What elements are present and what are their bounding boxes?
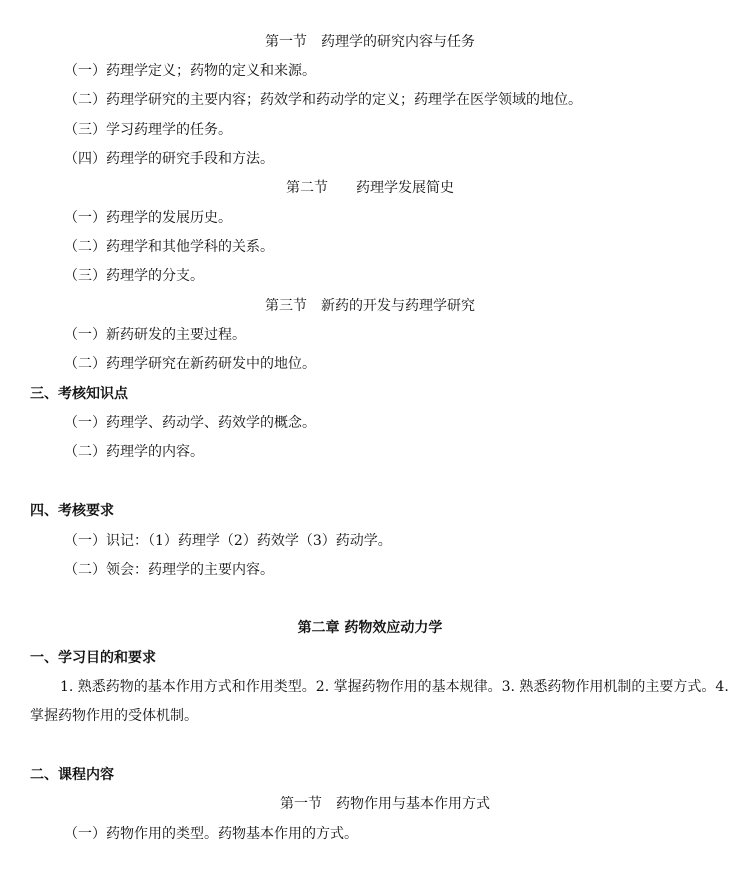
goals-text: 1. 熟悉药物的基本作用方式和作用类型。2. 掌握药物作用的基本规律。3. 熟悉药物作用机制的主要方式。4. 掌握药物作用的受体机制。	[30, 679, 729, 724]
knowledge-heading: 三、考核知识点	[30, 386, 128, 402]
list-item: （二）领会：药理学的主要内容。	[64, 562, 274, 578]
list-item: （四）药理学的研究手段和方法。	[64, 151, 274, 167]
list-item: （一）药理学、药动学、药效学的概念。	[64, 415, 316, 431]
requirements-heading: 四、考核要求	[30, 503, 114, 519]
list-item: （一）药理学的发展历史。	[64, 210, 232, 226]
section-title: 第三节 新药的开发与药理学研究	[265, 298, 475, 314]
section-title: 第一节 药物作用与基本作用方式	[280, 796, 490, 812]
content-heading: 二、课程内容	[30, 767, 114, 783]
list-item: （三）学习药理学的任务。	[64, 122, 232, 138]
list-item: （一）识记：（1）药理学（2）药效学（3）药动学。	[64, 533, 392, 549]
goals-heading: 一、学习目的和要求	[30, 650, 156, 666]
list-item: （一）新药研发的主要过程。	[64, 327, 246, 343]
list-item: （一）药物作用的类型。药物基本作用的方式。	[64, 826, 358, 842]
list-item: （一）药理学定义；药物的定义和来源。	[64, 63, 316, 79]
list-item: （二）药理学和其他学科的关系。	[64, 239, 274, 255]
section-title: 第一节 药理学的研究内容与任务	[265, 34, 475, 50]
goals-paragraph	[30, 673, 734, 731]
list-item: （二）药理学研究在新药研发中的地位。	[64, 356, 316, 372]
chapter-title: 第二章 药物效应动力学	[297, 620, 443, 636]
section-title: 第二节 药理学发展简史	[286, 180, 454, 196]
list-item: （二）药理学的内容。	[64, 444, 204, 460]
list-item: （三）药理学的分支。	[64, 268, 204, 284]
list-item: （二）药理学研究的主要内容；药效学和药动学的定义；药理学在医学领域的地位。	[64, 92, 582, 108]
